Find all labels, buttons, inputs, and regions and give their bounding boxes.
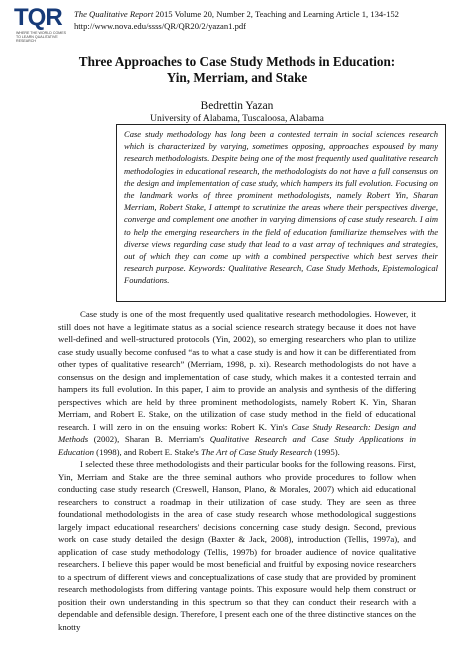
abstract-text: Case study methodology has long been a contested terrain in social sciences research which is characterized by varying, sometimes opposing, approaches espoused by many research methodologists. Despite being one of the most frequently used qualitative research methodologies in educational research, the methodologists do not have a full consensus on the design and implementation of case study, which hampers its full evolution. Focusing on the landmark works of three prominent methodologists, namely Robert Yin, Sharan Merriam, Robert Stake, I attempt to scrutinize the areas where their perspectives diverge, converge and complement one another in varying dimensions of case study research. I aim to help the emerging researchers in the field of education familiarize themselves with the diverse views regarding case study that lead to a vast array of techniques and strategies, out of which they can come up with a combined perspective which best serves their research purpose. Keywords: Qualitative Research, Case Study Methods, Epistemological Foundations. <box>124 129 438 286</box>
journal-citation <box>74 9 399 19</box>
paragraph-2: I selected these three methodologists and their particular books for the following reasons. First, Yin, Merriam and Stake are the three seminal authors who provide procedures to follow when conducting case study research (Creswell, Hanson, Plano, & Morales, 2007) which aid educational researchers to construct a roadmap in their utilization of case study. They are seen as three foundational methodologists in the area of case study research whose methodological suggestions largely impact educational researchers' decisions concerning case study design. Second, previous work on case study detailed the design (Baxter & Jack, 2008), introduction (Tellis, 1997a), and application of case study methodology (Tellis, 1997b) for broader audience of novice qualitative researchers. I believe this paper would be most beneficial and fruitful by exposing novice researchers to a spectrum of different views and conceptualizations of case study that are provided by prominent research methodologists from differing vantage points. This exposure would help them construct or position their own understanding in this spectrum so that they can conduct their research with a dependable and defensible design. Therefore, I present each one of the three distinctive stances on the knotty <box>58 459 416 632</box>
article-url[interactable]: http://www.nova.edu/ssss/QR/QR20/2/yazan1.pdf <box>74 21 247 31</box>
body-text <box>58 308 416 633</box>
stake-book-title: The Art of Case Study Research <box>201 446 313 457</box>
abstract-box <box>116 124 446 302</box>
paragraph-1 <box>58 308 416 458</box>
p1-part-c: (1998), and Robert E. Stake's <box>93 446 202 457</box>
title-line-1: Three Approaches to Case Study Methods in Education: <box>78 54 396 69</box>
page-header <box>14 4 464 48</box>
p1-part-b: (2002), Sharan B. Merriam's <box>88 434 210 444</box>
author-affiliation: University of Alabama, Tuscaloosa, Alabama <box>150 113 324 124</box>
yin-book-title: Case Study Research: Design and Methods <box>58 421 416 444</box>
journal-name: The Qualitative Report <box>74 9 154 19</box>
p1-part-a: Case study is one of the most frequently used qualitative research methodologies. However, it still does not have a legitimate status as a social science research strategy because it does not have well-defined and well-structured protocols (Yin, 2002), so emerging researchers who plan to utilize case study usually become confused “as to what a case study is and how it can be differentiated from other types of qualitative research” (Merriam, 1998, p. xi). Research methodologists do not have a consensus on the design and implementation of case study, which makes it a contested terrain and hampers its full evolution. In this paper, I aim to provide an analysis and synthesis of the differing perspectives which are held by three prominent methodologists, namely Robert K. Yin, Sharan Merriam, and Robert E. Stake, on the utilization of case study method in the field of educational research. I will zero in on the ensuing works: Robert K. Yin's <box>58 309 416 432</box>
paper-title <box>0 54 474 86</box>
title-line-2: Yin, Merriam, and Stake <box>166 70 308 85</box>
journal-info: 2015 Volume 20, Number 2, Teaching and Learning Article 1, 134-152 <box>155 9 399 19</box>
author-name: Bedrettin Yazan <box>200 100 274 112</box>
logo-tagline: WHERE THE WORLD COMES TO LEARN QUALITATIVE RESEARCH <box>16 31 67 43</box>
p1-part-d: (1995). <box>312 446 340 457</box>
logo-text: TQR <box>14 4 62 31</box>
merriam-book-title: Qualitative Research and Case Study Applications in Education <box>58 434 416 457</box>
journal-logo <box>14 4 70 44</box>
